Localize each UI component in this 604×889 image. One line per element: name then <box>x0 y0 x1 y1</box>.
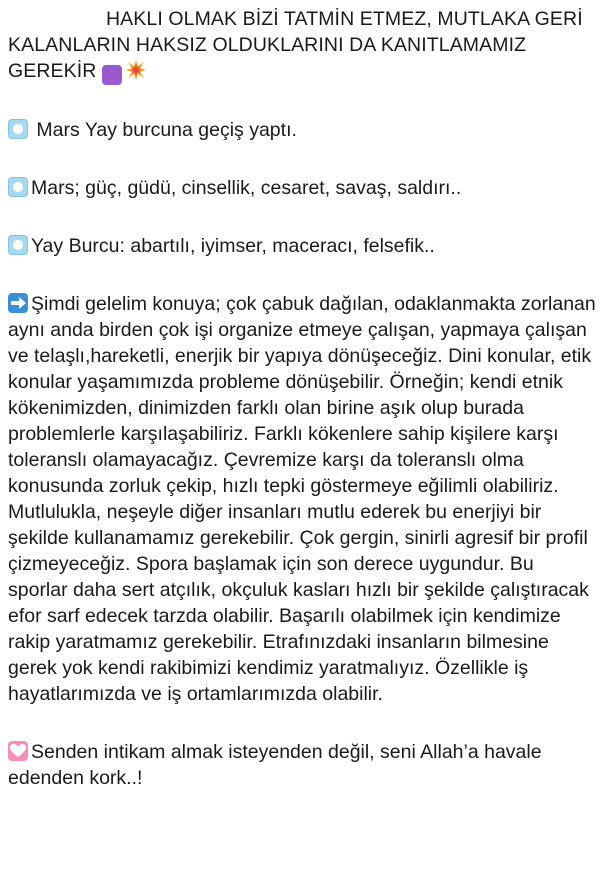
collision-icon <box>125 59 147 81</box>
post-heading <box>8 6 598 85</box>
list-item <box>8 117 598 143</box>
post-body <box>8 6 598 791</box>
white-circle-icon <box>8 119 28 139</box>
closing-quote <box>8 739 598 791</box>
closing-text: Senden intikam almak isteyenden değil, seni Allah’a havale edenden kork..! <box>8 741 542 789</box>
heart-decoration-icon <box>8 741 28 761</box>
sagittarius-icon: ♐ <box>102 65 122 85</box>
heading-text: HAKLI OLMAK BİZİ TATMİN ETMEZ, MUTLAKA GERİ KALANLARIN HAKSIZ OLDUKLARINI DA KANITLAMAMIZ GEREKİR <box>8 8 583 82</box>
list-item <box>8 175 598 201</box>
item-text: Mars; güç, güdü, cinsellik, cesaret, savaş, saldırı.. <box>31 177 462 199</box>
white-circle-icon <box>8 177 28 197</box>
body-paragraph <box>8 291 598 707</box>
body-text: Şimdi gelelim konuya; çok çabuk dağılan, odaklanmakta zorlanan aynı anda birden çok işi organize etmeye çalışan, yapmaya çalışan ve telaşlı,hareketli, enerjik bir yapıya dönüşeceğiz. Dini konular, etik konular yaşamımızda probleme dönüşebilir. Örneğin; kendi etnik kökenimizden, dinimizden farklı olan birine aşık olup burada problemlerle karşılaşabiliriz. Farklı kökenlere sahip kişilere karşı toleranslı olamayacağız. Çevremize karşı da toleranslı olma konusunda zorluk çekip, hızlı tepki göstermeye eğilimli olabiliriz. Mutlulukla, neşeyle diğer insanları mutlu ederek bu enerjiyi bir şekilde kullanamamız gerekebilir. Çok gergin, sinirli agresif bir profil çizmeyeceğiz. Spora başlamak için son derece uygundur. Bu sporlar daha sert atçılık, okçuluk kasları hızlı bir şekilde çalıştıracak efor sarf edecek tarzda olabilir. Başarılı olabilmek için kendimize rakip yaratmamız gerekebilir. Etrafınızdaki insanların bilmesine gerek yok kendi rakibimizi kendimiz yaratmalıyız. Özellikle iş hayatlarımızda ve iş ortamlarımızda olabilir. <box>8 293 596 705</box>
item-text: Yay Burcu: abartılı, iyimser, maceracı, felsefik.. <box>31 235 435 257</box>
arrow-right-icon <box>8 293 28 313</box>
white-circle-icon <box>8 235 28 255</box>
item-text: Mars Yay burcuna geçiş yaptı. <box>31 119 297 141</box>
list-item <box>8 233 598 259</box>
